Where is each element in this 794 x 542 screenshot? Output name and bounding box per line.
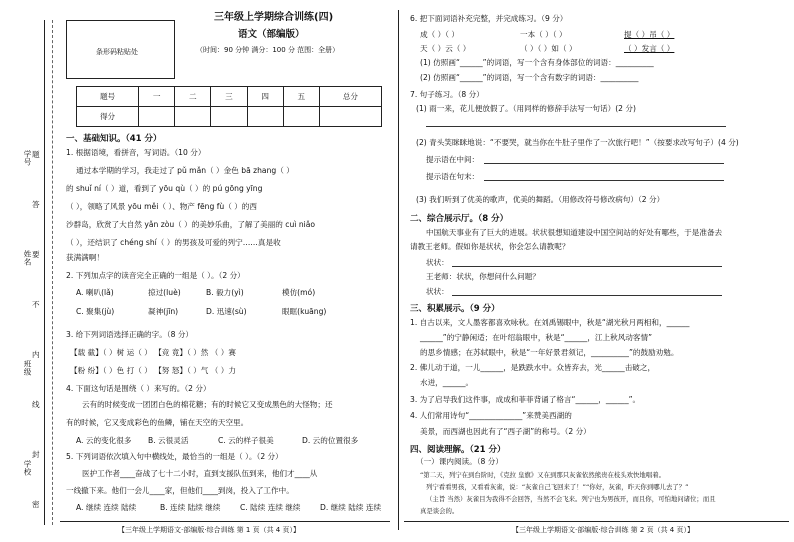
q6-sub-2: (2) 仿照画“______”的词语，写一个含有数字的词语：__________ [420, 73, 639, 82]
q2-option-a2: 掠过(luè) [148, 288, 181, 297]
q6-sub-1: (1) 仿照画“______”的词语，写一个含有身体部位的词语：__________ [420, 58, 654, 67]
s3-line: ______”的宁静闲适；在叶绍翁眼中，秋是“______，江上秋风动客情” [420, 333, 653, 342]
score-cell[interactable] [319, 107, 381, 127]
q7-hint-end: 提示语在句末： [426, 172, 480, 181]
score-cell[interactable] [283, 107, 319, 127]
s4-subheading: （一）课内阅读。（8 分） [416, 457, 503, 466]
q6-word: 成（ ）（ ） [420, 30, 459, 39]
barcode-label: 条形码粘贴处 [96, 48, 138, 56]
footer-rule [404, 521, 789, 522]
q2-option-d2: 眼眶(kuāng) [282, 307, 327, 316]
score-cell[interactable] [139, 107, 175, 127]
q5-option-c[interactable]: C. 陆续 连续 继续 [240, 503, 301, 512]
reading-text: （主旨 当然）灰雀目为我得不会回答，当然不会飞来。列宁也为男孩开，而且你，可怕地问诸位；而且 [426, 495, 716, 503]
q4-text: 云有的时候变成一团团白色的棉花糖；有的时候它又变成黑色的大怪物；还 [82, 400, 333, 409]
binding-line [44, 20, 45, 525]
q7-sub-3: (3) 我们听到了优美的歌声，优美的舞蹈。（用修改符号修改病句）（2 分） [416, 195, 665, 204]
q6-word: 天（ ）云（ ） [420, 44, 471, 53]
student-name-label: 姓名 [23, 250, 32, 266]
score-header: 二 [175, 87, 211, 107]
footer-rule [60, 521, 390, 522]
s3-line: 的思乡情感；在苏轼眼中，秋是“一年好景君须记，__________”的鼓励劝勉。 [420, 348, 679, 357]
score-header: 四 [247, 87, 283, 107]
score-cell[interactable] [247, 107, 283, 127]
q1-line: 沙群岛，欣赏了大自然 yǎn zòu（ ）的美妙乐曲，了解了美丽的 cuì niǎo [66, 220, 316, 229]
q7-hint-middle: 提示语在中间： [426, 155, 480, 164]
school-label: 学校 [23, 460, 32, 476]
exam-title: 三年级上学期综合训练(四) [214, 12, 334, 23]
q6-word: （ ）（ ）如（ ） [520, 44, 577, 53]
q4-text: 有的时候，它又变成彩色的鱼鳞，铺在天空的天空里。 [66, 418, 249, 427]
score-table [76, 86, 382, 127]
score-header: 总分 [319, 87, 381, 107]
q4-prompt: 4. 下面这句话是围绕（ ）来写的。（2 分） [66, 384, 211, 393]
q5-text: 医护工作者____奋战了七十二小时，直到支援队伍到来，他们才____从 [82, 469, 318, 478]
score-cell[interactable] [175, 107, 211, 127]
q2-option-d[interactable]: D. 迅速(sù) [206, 307, 247, 316]
s2-zhuang-label: 状状： [426, 287, 449, 296]
q1-line: （ ），还结识了 chéng shí（ ）的男孩及可爱的列宁……真是收 [66, 238, 281, 247]
score-header: 三 [211, 87, 247, 107]
q7-prompt: 7. 句子练习。（8 分） [410, 90, 484, 99]
q5-prompt: 5. 下列词语依次填入句中横线处，最恰当的一组是（ ）。（2 分） [66, 452, 283, 461]
s3-line: 4. 人们常用诗句“______________”来赞美西湖的 [410, 411, 572, 420]
q2-prompt: 2. 下列加点字的读音完全正确的一组是（ ）。（2 分） [66, 271, 245, 280]
q1-line: 的 shuǐ ní（ ）道，看到了 yōu qù（ ）的 pú gōng yīng [66, 184, 263, 193]
s3-line: 美景，而西湖也因此有了“西子湖”的称号。（2 分） [420, 427, 591, 436]
q2-option-c2: 凝神(jīn) [148, 307, 179, 316]
s3-line: 3. 为了启导我们这件事，成成和菲菲背诵了格言“______，______”。 [410, 395, 641, 404]
score-row-label: 得分 [77, 107, 139, 127]
q6-word: 提（ ）吊（ ） [624, 30, 675, 39]
s2-teacher-line: 王老师：状状，你想问什么问题？ [426, 272, 540, 281]
student-number-label: 学号 [23, 150, 32, 166]
q2-option-b2: 模仿(mó) [282, 288, 316, 297]
score-header: 题号 [77, 87, 139, 107]
page-divider [398, 10, 399, 530]
section-1-title: 一、基础知识。（41 分） [66, 134, 162, 144]
section-4-title: 四、阅读理解。（21 分） [410, 445, 506, 455]
reading-text: 列宁看看男孩，又看看灰雀，说：“灰雀自己飞回来了！”“你好，灰雀，昨天你到哪儿去了？” [426, 483, 689, 491]
answer-line[interactable] [452, 266, 722, 267]
answer-line[interactable] [426, 126, 726, 127]
q7-sub-2: (2) 青头笑眯眯地说：“不要哭，就当你在牛肚子里作了一次旅行吧！”（按要求改写句子）(4 分) [416, 138, 739, 147]
exam-meta: （时间：90 分钟 满分：100 分 范围：全册） [196, 46, 340, 54]
reading-text: 真是谈会的。 [420, 507, 459, 515]
s2-text: 中国航天事业有了巨大的进展。状状很想知道建设中国空间站的好处有哪些，于是准备去 [426, 228, 723, 237]
q6-word: 一本（ ）（ ） [520, 30, 567, 39]
q4-option-a[interactable]: A. 云的变化很多 [76, 436, 132, 445]
reading-text: “第二天，列宁在到台阶时，《克拉 皇旗》又在到那只灰雀依然熊贵在枝头欢快地唱着。 [420, 471, 665, 479]
q1-prompt: 1. 根据语境，看拼音，写词语。（10 分） [66, 148, 206, 157]
q4-option-c[interactable]: C. 云的样子很美 [218, 436, 274, 445]
s3-line: 1. 自古以来，文人墨客都喜欢咏秋。在刘禹锡眼中，秋是“湖光秋月两相和，______ [410, 318, 690, 327]
seal-chars: 题 答 要 不 内 线 封 密 [32, 150, 40, 509]
q5-option-d[interactable]: D. 继续 陆续 连续 [320, 503, 382, 512]
q3-line: 【粉 纷】（ ）色 打（ ） 【努 怒】（ ）气 （ ）力 [70, 366, 236, 375]
q5-text: 一线撤下来。他们一会儿____家，但他们____到岗，投入了工作中。 [66, 486, 294, 495]
s2-text: 请教王老师。假如你是状状，你会怎么请教呢？ [410, 242, 570, 251]
section-3-title: 三、积累展示。（9 分） [410, 304, 500, 314]
class-label: 班级 [23, 360, 32, 376]
score-header: 一 [139, 87, 175, 107]
q2-option-a[interactable]: A. 喇叭(lǎ) [76, 288, 114, 297]
q4-option-d[interactable]: D. 云的位置很多 [302, 436, 359, 445]
answer-line[interactable] [452, 295, 722, 296]
q4-option-b[interactable]: B. 云很灵活 [148, 436, 189, 445]
score-cell[interactable] [211, 107, 247, 127]
exam-subtitle: 语文（部编版） [238, 29, 305, 40]
score-header: 五 [283, 87, 319, 107]
s2-zhuang-label: 状状： [426, 258, 449, 267]
q6-word: （ ）发言（ ） [624, 44, 675, 53]
s3-line: 水迸，______。 [420, 378, 474, 387]
seal-line [52, 20, 53, 525]
footer-page-2: 【三年级上学期语文·部编版·综合训练 第 2 页（共 4 页）】 [512, 526, 694, 534]
q1-line: 通过本学期的学习，我走过了 pǔ mǎn（ ）金色 bā zhang（ ） [76, 166, 294, 175]
answer-line[interactable] [484, 180, 724, 181]
q1-line: （ ），领略了风景 yōu měi（ ）、物产 fēng fù（ ）的西 [66, 202, 257, 211]
q7-sub-1: (1) 雨一来，花儿便放假了。（用同样的修辞手法写一句话）(2 分) [416, 104, 636, 113]
footer-page-1: 【三年级上学期语文·部编版·综合训练 第 1 页（共 4 页）】 [118, 526, 300, 534]
q6-prompt: 6. 把下面词语补充完整，并完成练习。（9 分） [410, 14, 568, 23]
q5-option-b[interactable]: B. 连续 陆续 继续 [160, 503, 221, 512]
section-2-title: 二、综合展示厅。（8 分） [410, 214, 509, 224]
q1-line: 获满满啊！ [66, 253, 104, 262]
q3-line: 【载 截】（ ）树 运（ ） 【竞 竟】（ ）然 （ ）赛 [70, 348, 236, 357]
q3-prompt: 3. 给下列词语选择正确的字。（8 分） [66, 330, 194, 339]
s3-line: 2. 佛儿动于道，一儿______，是跌跌水中。众皆弃去，光______击破之， [410, 363, 656, 372]
answer-line[interactable] [484, 163, 724, 164]
q5-option-a[interactable]: A. 继续 连续 陆续 [76, 503, 137, 512]
q2-option-c[interactable]: C. 聚集(jù) [76, 307, 115, 316]
q2-option-b[interactable]: B. 毅力(yì) [206, 288, 244, 297]
